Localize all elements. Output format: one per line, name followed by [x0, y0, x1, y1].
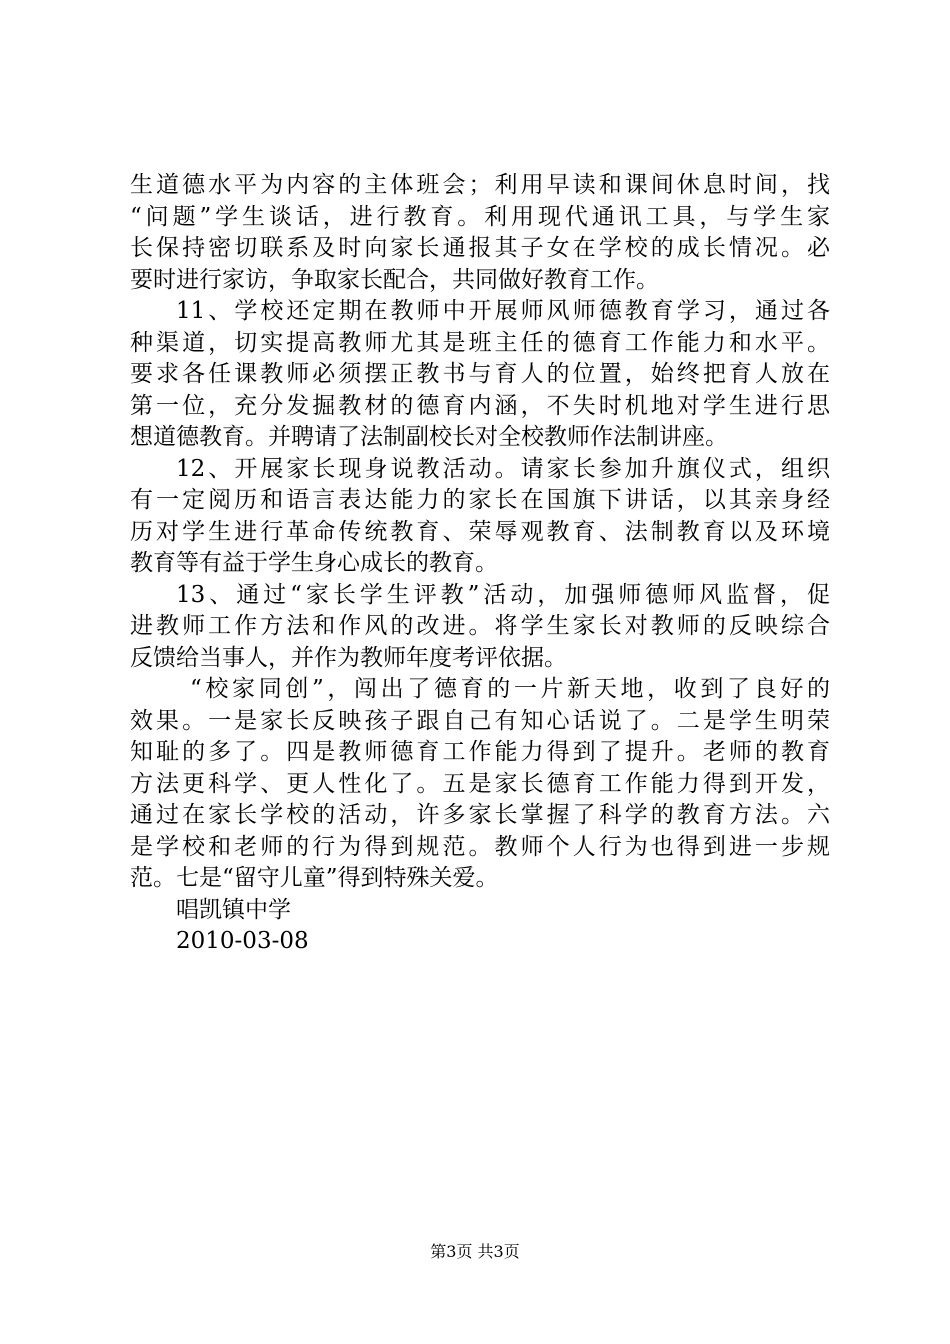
page-number: 第3页 共3页 [430, 1242, 520, 1261]
text-line: 通过在家长学校的活动，许多家长掌握了科学的教育方法。六 [130, 802, 830, 828]
text-line: 想道德教育。并聘请了法制副校长对全校教师作法制讲座。 [130, 424, 728, 450]
text-line: 长保持密切联系及时向家长通报其子女在学校的成长情况。必 [130, 235, 830, 261]
text-line: 12、开展家长现身说教活动。请家长参加升旗仪式，组织 [176, 455, 830, 482]
text-line: 方法更科学、更人性化了。五是家长德育工作能力得到开发， [130, 770, 830, 797]
signature-block [130, 895, 830, 958]
text-line: 种渠道，切实提高教师尤其是班主任的德育工作能力和水平。 [130, 329, 830, 356]
text-line: “校家同创”，闯出了德育的一片新天地，收到了良好的 [190, 676, 830, 702]
text-line: 生道德水平为内容的主体班会；利用早读和课间休息时间，找 [130, 172, 830, 198]
text-line: “问题”学生谈话，进行教育。利用现代通讯工具，与学生家 [130, 203, 830, 230]
paragraph-item-13 [130, 580, 830, 675]
text-line: 13、通过“家长学生评教”活动，加强师德师风监督，促 [176, 581, 830, 608]
text-line: 进教师工作方法和作风的改进。将学生家长对教师的反映综合 [130, 613, 830, 639]
text-line: 知耻的多了。四是教师德育工作能力得到了提升。老师的教育 [130, 739, 830, 765]
paragraph-summary [130, 674, 830, 895]
text-line: 反馈给当事人，并作为教师年度考评依据。 [130, 644, 567, 671]
text-line: 第一位，充分发掘教材的德育内涵，不失时机地对学生进行思 [130, 392, 830, 419]
text-line: 是学校和老师的行为得到规范。教师个人行为也得到进一步规 [130, 833, 830, 860]
text-line: 范。七是“留守儿童”得到特殊关爱。 [130, 865, 499, 891]
text-line: 要时进行家访，争取家长配合，共同做好教育工作。 [130, 266, 659, 293]
text-line: 效果。一是家长反映孩子跟自己有知心话说了。二是学生明荣 [130, 707, 830, 734]
paragraph-item-12 [130, 454, 830, 580]
document-body [130, 170, 830, 958]
text-line: 11、学校还定期在教师中开展师风师德教育学习，通过各 [176, 298, 830, 324]
paragraph-item-11 [130, 296, 830, 454]
text-line: 有一定阅历和语言表达能力的家长在国旗下讲话，以其亲身经 [130, 487, 830, 513]
text-line: 要求各任课教师必须摆正教书与育人的位置，始终把育人放在 [130, 361, 830, 387]
text-line: 教育等有益于学生身心成长的教育。 [130, 550, 498, 576]
signature-organization: 唱凯镇中学 [176, 896, 291, 923]
text-line: 历对学生进行革命传统教育、荣辱观教育、法制教育以及环境 [130, 518, 830, 545]
page-footer [0, 1242, 950, 1262]
paragraph-continuation [130, 170, 830, 296]
signature-date: 2010-03-08 [176, 928, 309, 954]
